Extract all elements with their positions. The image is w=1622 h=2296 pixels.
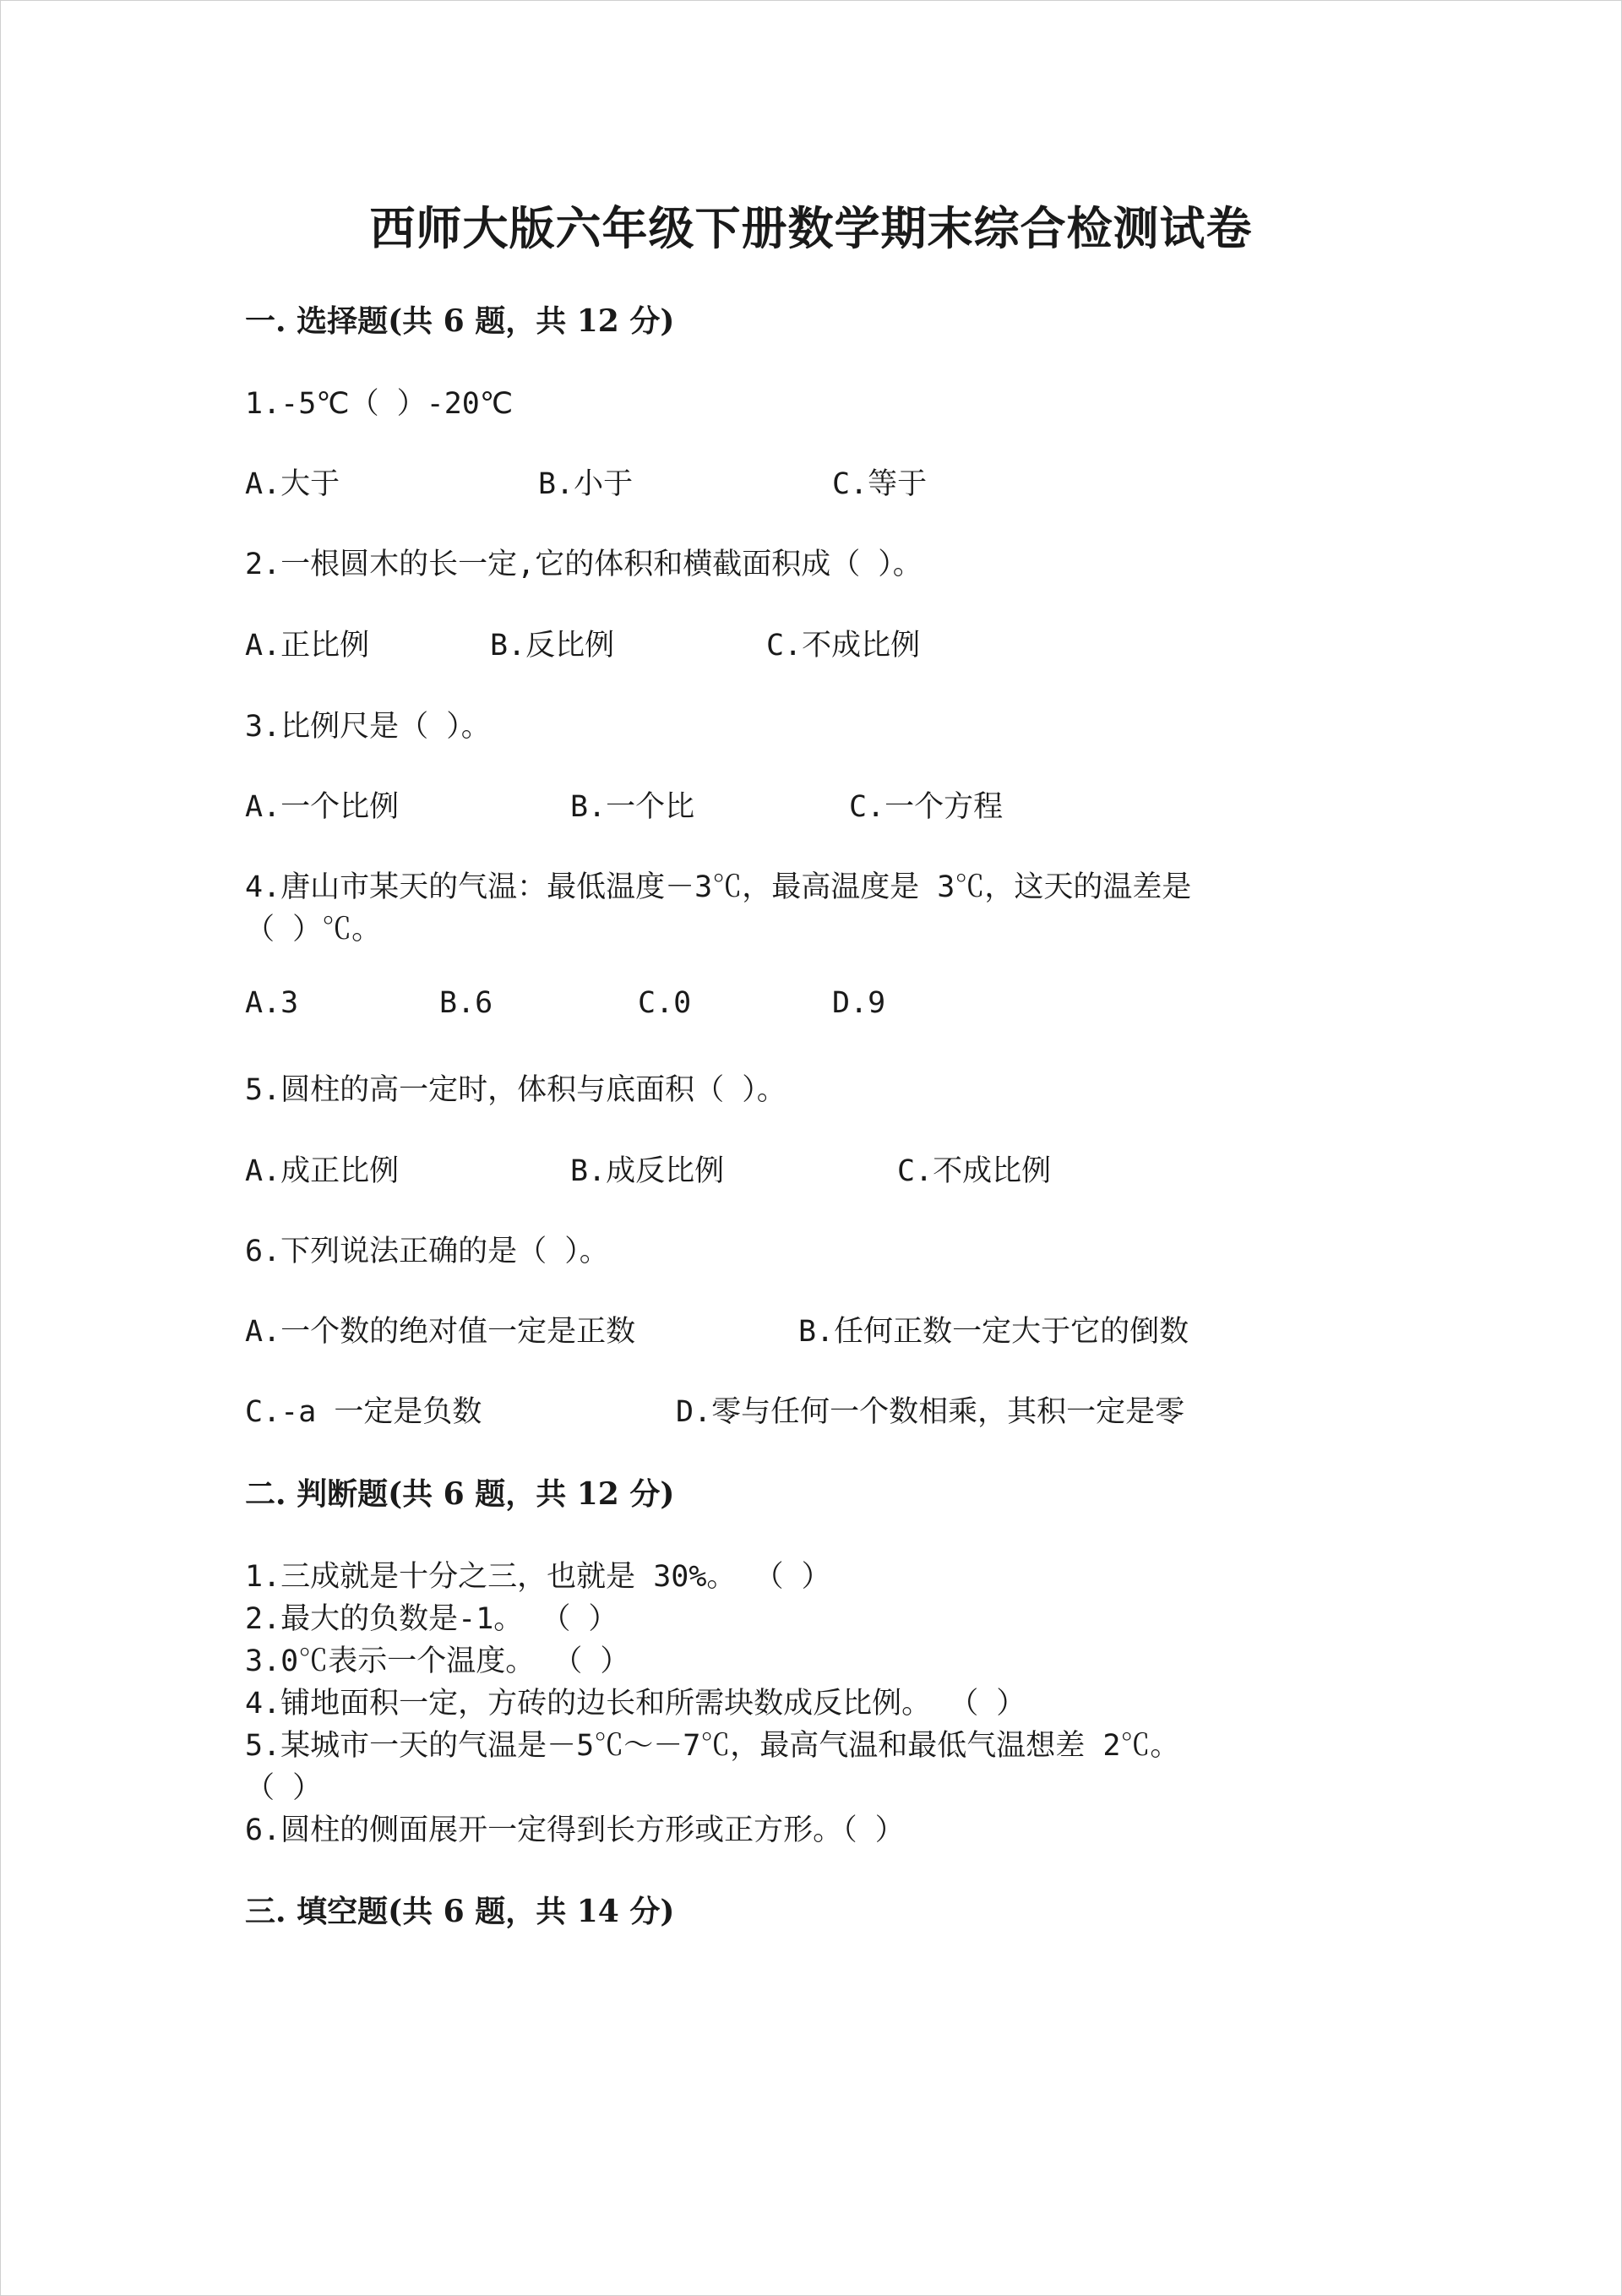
question-5-option-a: A.成正比例 — [245, 1154, 400, 1188]
section-heading-choice: 一. 选择题(共 6 题，共 12 分) — [245, 303, 675, 339]
judgement-item-3: 3.0℃表示一个温度。 （ ） — [245, 1644, 630, 1678]
question-2-option-a: A.正比例 — [245, 629, 370, 663]
question-4-option-c: C.0 — [638, 986, 692, 1020]
section-heading-fill-in: 三. 填空题(共 6 题，共 14 分) — [245, 1894, 675, 1929]
question-5-option-c: C.不成比例 — [897, 1154, 1052, 1188]
question-5: 5.圆柱的高一定时，体积与底面积（ ）。 — [245, 1073, 787, 1107]
question-4: 4.唐山市某天的气温：最低温度－3℃，最高温度是 3℃，这天的温差是 — [245, 870, 1192, 904]
question-6: 6.下列说法正确的是（ ）。 — [245, 1235, 609, 1268]
question-4-option-d: D.9 — [832, 986, 886, 1020]
question-6-option-d: D.零与任何一个数相乘，其积一定是零 — [676, 1395, 1185, 1429]
question-3-option-a: A.一个比例 — [245, 790, 400, 824]
page-title: 西师大版六年级下册数学期末综合检测试卷 — [369, 201, 1253, 255]
judgement-item-5: 5.某城市一天的气温是－5℃～－7℃，最高气温和最低气温想差 2℃。 — [245, 1729, 1180, 1763]
question-4-continued: （ ）℃。 — [245, 913, 382, 946]
question-3-option-b: B.一个比 — [570, 790, 695, 824]
section-heading-judgement: 二. 判断题(共 6 题，共 12 分) — [245, 1476, 675, 1512]
question-6-option-c: C.-a 一定是负数 — [245, 1395, 482, 1429]
question-6-option-a: A.一个数的绝对值一定是正数 — [245, 1315, 636, 1349]
question-4-option-a: A.3 — [245, 986, 299, 1020]
question-4-option-b: B.6 — [439, 986, 493, 1020]
question-3-option-c: C.一个方程 — [849, 790, 1004, 824]
judgement-item-6: 6.圆柱的侧面展开一定得到长方形或正方形。（ ） — [245, 1813, 905, 1847]
judgement-item-4: 4.铺地面积一定，方砖的边长和所需块数成反比例。 （ ） — [245, 1687, 1026, 1721]
judgement-item-1: 1.三成就是十分之三，也就是 30%。 （ ） — [245, 1560, 831, 1594]
question-1-option-c: C.等于 — [832, 467, 928, 501]
question-1: 1.-5℃（ ）-20℃ — [245, 387, 514, 421]
question-2-option-b: B.反比例 — [490, 629, 615, 663]
question-2-option-c: C.不成比例 — [766, 629, 921, 663]
question-6-option-b: B.任何正数一定大于它的倒数 — [798, 1315, 1189, 1349]
question-3: 3.比例尺是（ ）。 — [245, 710, 491, 744]
question-2: 2.一根圆木的长一定,它的体积和横截面积成（ ）。 — [245, 548, 923, 581]
question-5-option-b: B.成反比例 — [570, 1154, 725, 1188]
question-1-option-a: A.大于 — [245, 467, 340, 501]
judgement-item-2: 2.最大的负数是-1。 （ ） — [245, 1602, 618, 1636]
judgement-item-5-bracket: （ ） — [245, 1771, 323, 1805]
question-1-option-b: B.小于 — [538, 467, 634, 501]
